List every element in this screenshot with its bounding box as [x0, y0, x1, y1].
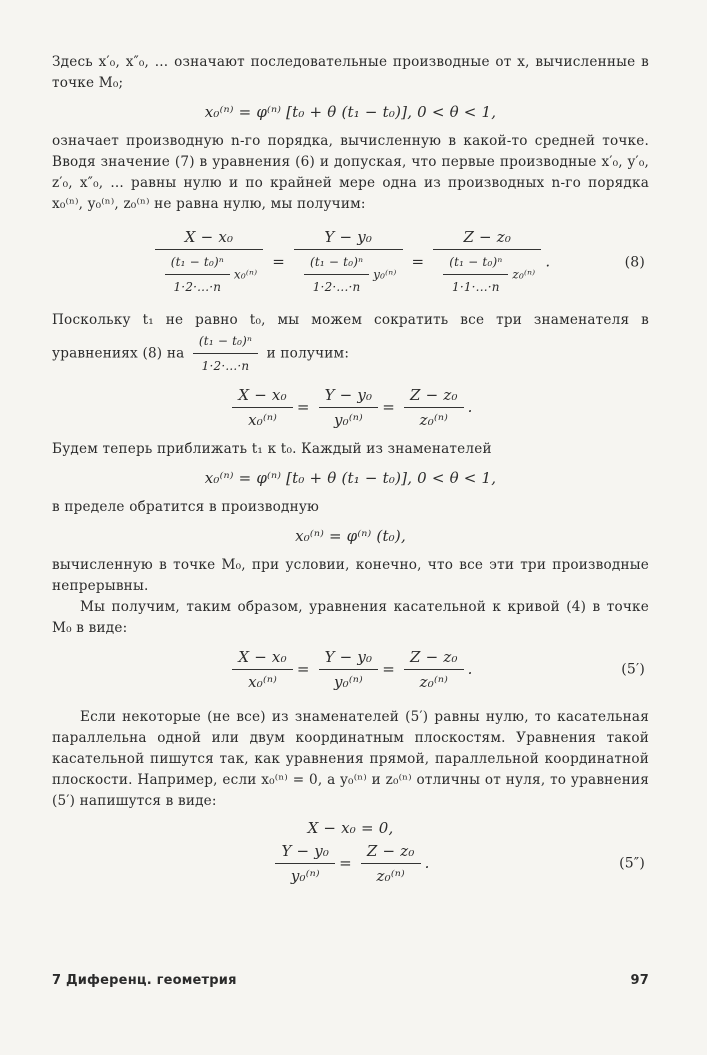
paragraph-5: в пределе обратится в производную	[52, 499, 320, 515]
eq8-fraction-y: Y − y₀ $\frac{\text{(t₁ − t₀)ⁿ}}{1\cdot 2\cdot...\cdot n}$ y₀⁽ⁿ⁾	[294, 227, 403, 298]
paragraph-6: вычисленную в точке M₀, при условии, конечно, что все эти три производные непрерывны.	[52, 557, 649, 594]
paragraph-8: Если некоторые (не все) из знаменателей (5′) равны нулю, то касательная параллельна одной или двум координатным плоскостям. Уравнения такой касательной пишутся так, как уравнения прямой, параллельной координатной плоскости. Например, если x₀⁽ⁿ⁾ = 0, а y₀⁽ⁿ⁾ и z₀⁽ⁿ⁾ отличны от нуля, то уравнения (5′) напишутся в виде:	[52, 709, 649, 809]
equation-reduced: $\frac{\text{X − x₀}}{\text{x₀⁽ⁿ⁾}}$ = $\frac{\text{Y − y₀}}{\text{y₀⁽ⁿ⁾}}$ = $\frac{\text{Z − z₀}}{\text{z₀⁽ⁿ⁾}}$ .	[52, 385, 649, 431]
equation-derivative-2: x₀⁽ⁿ⁾ = φ⁽ⁿ⁾ [t₀ + θ (t₁ − t₀)], 0 < θ < 1,	[204, 469, 497, 487]
equation-limit: x₀⁽ⁿ⁾ = φ⁽ⁿ⁾ (t₀),	[295, 527, 406, 545]
paragraph-3: Поскольку t₁ не равно t₀, мы можем сократить все три знаменателя в уравнениях (8) на $\frac{\text{(t₁ − t₀)ⁿ}}{1\cdot 2\cdot...\cdot n}$ и получим:	[52, 310, 649, 377]
equation-8: X − x₀ $\frac{\text{(t₁ − t₀)ⁿ}}{1\cdot 2\cdot...\cdot n}$ x₀⁽ⁿ⁾ = Y − y₀ $\frac{\text{(t₁ − t₀)ⁿ}}{1\cdot 2\cdot...\cdot n}$ y₀⁽ⁿ⁾ = Z − z₀ $\frac{\text{(t₁ − t₀)ⁿ}}{1\cdot 1\cdot...\cdot n}$ z₀⁽ⁿ⁾ . (8)	[52, 227, 649, 298]
footer-signature: 7 Диференц. геометрия	[52, 973, 237, 988]
paragraph-7: Мы получим, таким образом, уравнения касательной к кривой (4) в точке M₀ в виде:	[52, 599, 649, 636]
equation-label-5-double-prime: (5″)	[619, 855, 645, 872]
equation-5-double-prime-line1: X − x₀ = 0,	[307, 819, 394, 837]
page-footer	[52, 970, 649, 991]
equation-derivative-text: x₀⁽ⁿ⁾ = φ⁽ⁿ⁾ [t₀ + θ (t₁ − t₀)], 0 < θ < 1,	[204, 103, 497, 121]
equation-5-double-prime: $\frac{\text{Y − y₀}}{\text{y₀⁽ⁿ⁾}}$ = $\frac{\text{Z − z₀}}{\text{z₀⁽ⁿ⁾}}$ . (5″)	[52, 841, 649, 887]
reduce-factor: $\frac{\text{(t₁ − t₀)ⁿ}}{1\cdot 2\cdot...\cdot n}$	[193, 331, 258, 377]
equation-derivative	[52, 102, 649, 123]
paragraph-2: означает производную n-го порядка, вычисленную в какой-то средней точке. Вводя значение (7) в уравнения (6) и допуская, что первые производные x′₀, y′₀, z′₀, x″₀, ... равны нулю и по крайней мере одна из производных n-го порядка x₀⁽ⁿ⁾, y₀⁽ⁿ⁾, z₀⁽ⁿ⁾ не равна нулю, мы получим:	[52, 133, 650, 212]
paragraph-1: Здесь x′₀, x″₀, ... означают последовательные производные от x, вычисленные в точке M₀;	[52, 54, 649, 91]
equation-label-8: (8)	[624, 254, 645, 270]
paragraph-4: Будем теперь приближать t₁ к t₀. Каждый из знаменателей	[52, 441, 492, 457]
eq8-fraction-x: X − x₀ $\frac{\text{(t₁ − t₀)ⁿ}}{1\cdot 2\cdot...\cdot n}$ x₀⁽ⁿ⁾	[155, 227, 264, 298]
eq8-fraction-z: Z − z₀ $\frac{\text{(t₁ − t₀)ⁿ}}{1\cdot 1\cdot...\cdot n}$ z₀⁽ⁿ⁾	[433, 227, 541, 298]
equation-label-5-prime: (5′)	[621, 661, 645, 678]
page-number: 97	[630, 973, 649, 988]
equation-5-prime: $\frac{\text{X − x₀}}{\text{x₀⁽ⁿ⁾}}$ = $\frac{\text{Y − y₀}}{\text{y₀⁽ⁿ⁾}}$ = $\frac{\text{Z − z₀}}{\text{z₀⁽ⁿ⁾}}$ . (5′)	[52, 647, 649, 693]
